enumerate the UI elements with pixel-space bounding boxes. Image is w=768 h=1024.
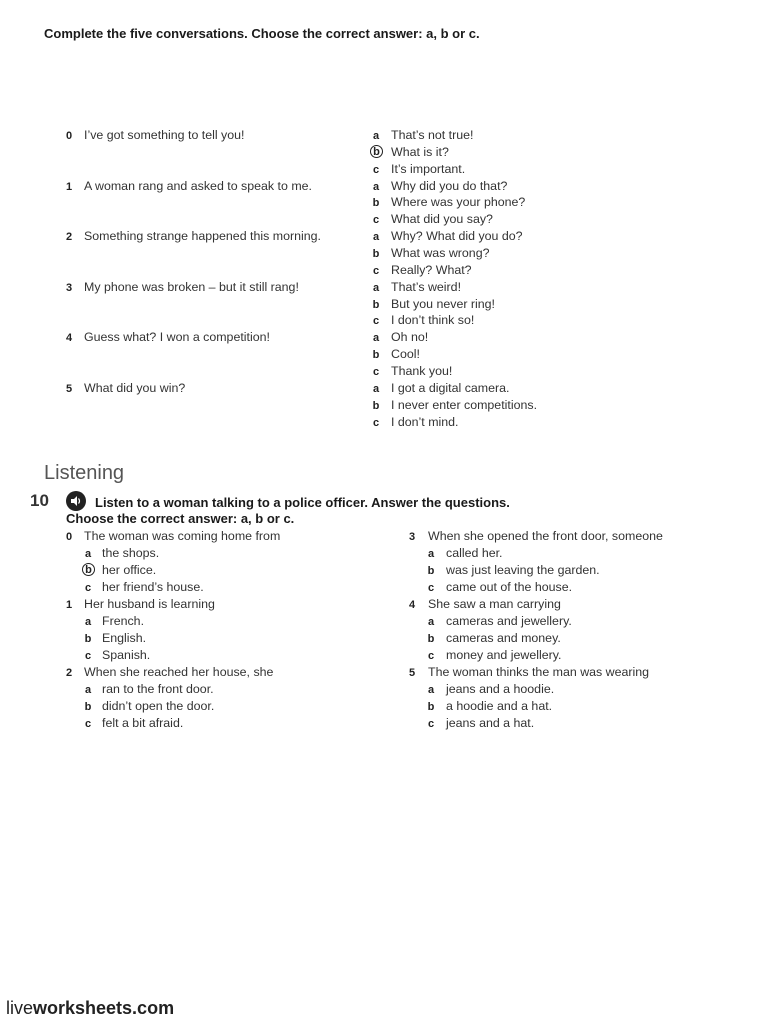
exercise-number: 10 <box>30 491 49 510</box>
option-text: Thank you! <box>391 363 453 378</box>
option-letter[interactable]: a <box>372 180 380 193</box>
conversation-item <box>0 127 768 179</box>
option-letter[interactable]: c <box>372 365 380 378</box>
option-text: French. <box>102 613 145 628</box>
question-number: 5 <box>409 666 416 679</box>
option-letter[interactable]: a <box>84 683 92 696</box>
option-letter[interactable]: b <box>372 197 380 210</box>
conversation-item <box>0 279 768 331</box>
section-title: Listening <box>44 462 125 484</box>
question-text: The woman was coming home from <box>84 529 281 543</box>
question-number: 2 <box>66 666 73 679</box>
exercise-instruction-2: Choose the correct answer: a, b or c. <box>66 511 295 526</box>
option-letter[interactable]: a <box>84 615 92 628</box>
option-text: Oh no! <box>391 330 429 345</box>
option-letter[interactable]: c <box>84 717 92 730</box>
option-letter[interactable]: c <box>372 214 380 227</box>
question-number: 3 <box>409 531 416 543</box>
option-letter[interactable]: a <box>427 548 435 560</box>
question-item <box>0 528 768 596</box>
item-prompt: A woman rang and asked to speak to me. <box>84 178 312 193</box>
option-letter[interactable]: c <box>84 582 92 594</box>
item-prompt: What did you win? <box>84 381 186 395</box>
option-text: ran to the front door. <box>102 681 214 696</box>
option-text: cameras and jewellery. <box>446 613 572 628</box>
question-text: She saw a man carrying <box>428 596 561 611</box>
option-letter[interactable]: c <box>372 264 380 277</box>
option-text: I don’t mind. <box>391 414 459 429</box>
option-letter[interactable]: b <box>427 700 435 713</box>
option-text: felt a bit afraid. <box>102 715 184 730</box>
option-text: was just leaving the garden. <box>446 563 600 577</box>
option-text: It’s important. <box>391 161 466 176</box>
option-letter[interactable]: a <box>372 281 380 294</box>
question-number: 4 <box>409 598 416 611</box>
option-text: English. <box>102 630 147 645</box>
option-letter[interactable]: a <box>84 548 92 560</box>
speaker-icon <box>66 491 86 511</box>
option-letter[interactable]: a <box>427 615 435 628</box>
option-text: Where was your phone? <box>391 195 526 210</box>
option-text: her friend’s house. <box>102 580 204 594</box>
option-letter[interactable]: c <box>372 315 380 328</box>
conversation-item <box>0 228 768 280</box>
option-letter[interactable]: b <box>427 632 435 645</box>
item-prompt: I’ve got something to tell you! <box>84 128 245 142</box>
question-text: When she opened the front door, someone <box>428 529 663 543</box>
option-text: Really? What? <box>391 262 472 277</box>
conversation-item <box>0 329 768 381</box>
option-letter[interactable]: a <box>372 231 380 244</box>
option-text: What is it? <box>391 144 449 159</box>
option-letter[interactable]: c <box>372 416 380 429</box>
option-text: the shops. <box>102 546 160 560</box>
option-letter[interactable]: b <box>372 349 380 362</box>
instructions: Complete the five conversations. Choose the correct answer: a, b or c. <box>44 26 480 41</box>
option-text: What was wrong? <box>391 245 490 260</box>
question-item <box>0 596 768 664</box>
option-text: I got a digital camera. <box>391 381 510 395</box>
option-text: Why did you do that? <box>391 178 508 193</box>
item-number: 5 <box>66 383 73 395</box>
question-number: 0 <box>66 531 73 543</box>
option-text: money and jewellery. <box>446 647 562 662</box>
option-letter[interactable]: c <box>427 717 435 730</box>
option-letter[interactable]: b <box>372 399 380 412</box>
option-letter[interactable]: a <box>427 683 435 696</box>
option-text: didn’t open the door. <box>102 698 215 713</box>
item-number: 4 <box>66 332 73 345</box>
option-letter[interactable]: a <box>372 383 380 395</box>
option-text: Why? What did you do? <box>391 229 523 244</box>
option-letter[interactable]: a <box>372 130 380 142</box>
option-text: Spanish. <box>102 647 151 662</box>
option-letter[interactable]: b <box>84 700 92 713</box>
audio-play-icon[interactable] <box>66 491 86 511</box>
option-text: That’s not true! <box>391 128 474 142</box>
item-number: 3 <box>66 281 73 294</box>
option-text: jeans and a hoodie. <box>446 681 555 696</box>
option-text: Cool! <box>391 347 420 362</box>
option-letter[interactable]: b <box>372 298 380 311</box>
option-text: I don’t think so! <box>391 313 475 328</box>
question-text: The woman thinks the man was wearing <box>428 664 650 679</box>
question-item <box>0 664 768 732</box>
footer-logo: liveworksheets.com <box>6 998 175 1018</box>
item-number: 1 <box>66 180 73 193</box>
option-letter[interactable]: b <box>84 632 92 645</box>
option-letter[interactable]: b <box>370 145 383 158</box>
option-text: her office. <box>102 563 157 577</box>
option-text: called her. <box>446 546 503 560</box>
option-letter[interactable]: c <box>427 649 435 662</box>
item-prompt: Guess what? I won a competition! <box>84 330 270 345</box>
option-letter[interactable]: b <box>372 247 380 260</box>
option-letter[interactable]: a <box>372 332 380 345</box>
item-prompt: My phone was broken – but it still rang! <box>84 279 299 294</box>
option-text: That’s weird! <box>391 279 462 294</box>
option-text: came out of the house. <box>446 580 573 594</box>
option-letter[interactable]: c <box>84 649 92 662</box>
option-letter[interactable]: c <box>372 163 380 176</box>
conversation-item <box>0 380 768 432</box>
option-text: cameras and money. <box>446 630 561 645</box>
option-letter[interactable]: c <box>427 582 435 594</box>
question-text: When she reached her house, she <box>84 664 274 679</box>
option-letter[interactable]: b <box>427 565 435 577</box>
option-text: I never enter competitions. <box>391 397 538 412</box>
item-number: 0 <box>66 130 73 142</box>
exercise-instruction: Listen to a woman talking to a police officer. Answer the questions. <box>95 495 510 510</box>
option-text: jeans and a hat. <box>446 715 535 730</box>
question-text: Her husband is learning <box>84 596 215 611</box>
item-prompt: Something strange happened this morning. <box>84 229 321 244</box>
option-letter[interactable]: b <box>82 563 95 576</box>
conversation-item <box>0 178 768 230</box>
option-text: What did you say? <box>391 212 493 227</box>
option-text: But you never ring! <box>391 296 496 311</box>
option-text: a hoodie and a hat. <box>446 698 553 713</box>
item-number: 2 <box>66 231 73 244</box>
question-number: 1 <box>66 598 73 611</box>
